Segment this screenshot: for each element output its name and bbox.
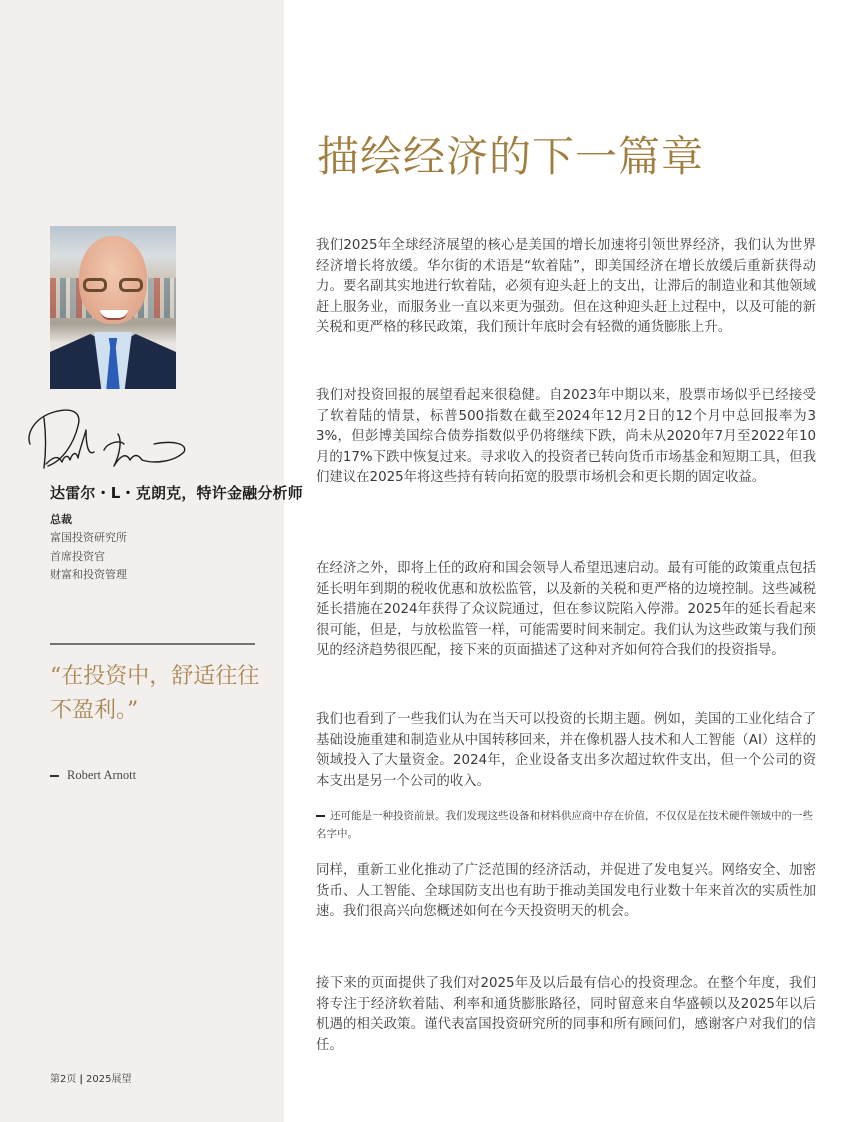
quote-divider xyxy=(50,643,255,645)
sidebar-panel xyxy=(0,0,284,1122)
body-paragraph-3: 在经济之外，即将上任的政府和国会领导人希望迅速启动。最有可能的政策重点包括延长明年到期的税收优惠和放松监管，以及新的关税和更严格的边境控制。这些减税延长措施在2024年获得了众议院通过，但在参议院陷入停滞。2025年的延长看起来很可能，但是，与放松监管一样，可能需要时间来制定。我们认为这些政策与我们预见的经济趋势很匹配，接下来的页面描述了这种对齐如何符合我们的投资指导。 xyxy=(316,561,816,658)
body-paragraph-5: 同样，重新工业化推动了广泛范围的经济活动，并促进了发电复兴。网络安全、加密货币、人工智能、全球国防支出也有助于推动美国发电行业数十年来首次的实质性加速。我们很高兴向您概述如何在今天投资明天的机会。 xyxy=(316,863,816,919)
author-title-division: 财富和投资管理 xyxy=(50,568,127,581)
em-dash-icon xyxy=(316,815,325,817)
author-role: 总裁 xyxy=(50,513,72,526)
signature-icon xyxy=(24,404,194,474)
side-note-text: 还可能是一种投资前景。我们发现这些设备和材料供应商中存在价值，不仅仅是在技术硬件领域中的一些名字中。 xyxy=(316,810,813,840)
author-title-position: 首席投资官 xyxy=(50,549,105,563)
quote-attribution xyxy=(50,768,136,783)
body-paragraph-4: 我们也看到了一些我们认为在当天可以投资的长期主题。例如，美国的工业化结合了基础设施重建和制造业从中国转移回来，并在像机器人技术和人工智能（AI）这样的领域投入了大量资金。2024年，企业设备支出多次超过软件支出，但一个公司的资本支出是另一个公司的收入。 xyxy=(316,712,816,789)
page-footer xyxy=(50,1070,131,1085)
page-number: 第2页 xyxy=(50,1074,77,1085)
footer-separator: | xyxy=(79,1074,84,1085)
page-title: 描绘经济的下一篇章 xyxy=(317,132,705,181)
side-note xyxy=(316,807,816,843)
portrait-glasses xyxy=(83,278,143,294)
body-paragraph-2: 我们对投资回报的展望看起来很稳健。自2023年中期以来，股票市场似乎已经接受了软着陆的情景，标普500指数在截至2024年12月2日的12个月中总回报率为33%，但彭博美国综合债券指数似乎仍将继续下跌，尚未从2020年7月至2022年10月的17%下跌中恢复过来。寻求收入的投资者已转向货币市场基金和短期工具，但我们建议在2025年将这些持有转向拓宽的股票市场机会和更长期的固定收益。 xyxy=(316,388,816,485)
author-portrait-photo xyxy=(50,226,176,389)
publication-name: 2025展望 xyxy=(86,1074,132,1085)
quote-author: Robert Arnott xyxy=(67,768,137,782)
author-name: 达雷尔・L・克朗克，特许金融分析师 xyxy=(50,484,303,502)
author-titles xyxy=(50,529,127,585)
author-title-organization: 富国投资研究所 xyxy=(50,531,127,544)
em-dash-icon xyxy=(50,775,59,777)
body-paragraph-1: 我们2025年全球经济展望的核心是美国的增长加速将引领世界经济，我们认为世界经济增长将放缓。华尔街的术语是“软着陆”，即美国经济在增长放缓后重新获得动力。要名副其实地进行软着陆，必须有迎头赶上的支出，让滞后的制造业和其他领域赶上服务业，而服务业一直以来更为强劲。但在这种迎头赶上过程中，以及可能的新关税和更严格的移民政策，我们预计年底时会有轻微的通货膨胀上升。 xyxy=(316,238,816,335)
body-paragraph-6: 接下来的页面提供了我们对2025年及以后最有信心的投资理念。在整个年度，我们将专注于经济软着陆、利率和通货膨胀路径，同时留意来自华盛顿以及2025年以后机遇的相关政策。谨代表富国投资研究所的同事和所有顾问们，感谢客户对我们的信任。 xyxy=(316,976,816,1053)
pull-quote: “在投资中，舒适往往不盈利。” xyxy=(50,664,260,723)
